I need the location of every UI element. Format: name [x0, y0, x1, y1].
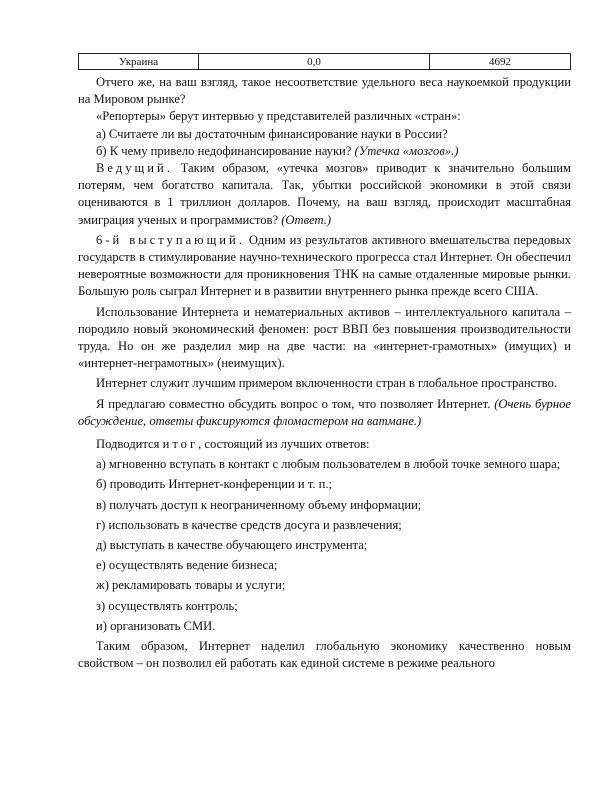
speaker-6: 6-й выступающий.: [96, 232, 245, 247]
list-item: з) осуществлять контроль;: [96, 598, 238, 613]
summary-a: Подводится: [96, 437, 163, 452]
question-b-answer: (Утечка «мозгов».): [354, 143, 459, 158]
discussion-text: Я предлагаю совместно обсудить вопрос о том, что позволяет Интернет.: [96, 396, 495, 411]
paragraph-question-b: [78, 143, 571, 160]
summary-b: , состоящий из лучших ответов:: [198, 437, 370, 452]
host-answer: (Ответ.): [281, 212, 332, 227]
list-item: д) выступать в качестве обучающего инструмента;: [96, 538, 368, 553]
table-cell-value2: 4692: [430, 54, 571, 70]
paragraph-speaker-6: [78, 232, 571, 301]
host-text: Таким образом, «утечка мозгов» приводит к значительно большим потерям, чем богатство капитала. Так, убытки российской экономики в этой связи оцениваются в 1 триллион долларов. Почему, на ваш взгляд, происходит масштабная эмиграция ученых и программистов?: [78, 161, 571, 227]
list-item: в) получать доступ к неограниченному объему информации;: [96, 497, 422, 512]
paragraph-host: [78, 160, 571, 229]
list-item: г) использовать в качестве средств досуга и развлечения;: [96, 517, 402, 532]
paragraph-internet-usage: Использование Интернета и нематериальных активов – интеллектуального капитала – породило новый экономический феномен: рост ВВП без повышения производительности труда. Но он же разделил мир на две части: на «интернет-грамотных» (имущих) и «интернет-неграмотных» (неимущих).: [78, 304, 571, 371]
question-b-text: б) К чему привело недофинансирование науки?: [96, 143, 355, 158]
paragraph-question-a: а) Считаете ли вы достаточным финансирование науки в России?: [96, 126, 448, 141]
list-item: б) проводить Интернет-конференции и т. п.;: [96, 477, 333, 492]
speaker-host: Ведущий.: [96, 161, 173, 176]
list-item: е) осуществлять ведение бизнеса;: [96, 558, 278, 573]
paragraph-internet-example: Интернет служит лучшим примером включенности стран в глобальное пространство.: [96, 376, 558, 391]
data-table: [78, 53, 571, 70]
paragraph-discussion: [78, 396, 571, 430]
paragraph-reporters: «Репортеры» берут интервью у представителей различных «стран»:: [96, 109, 461, 124]
speaker-6-text: Одним из результатов активного вмешательства передовых государств в стимулирование научно-технического прогресса стал Интернет. Он обеспечил невероятные возможности для проникновения ТНК на самые отдаленные мировые рынки. Большую роль сыграл Интернет и в развитии внутреннего рынка прежде всего США.: [78, 232, 571, 299]
table-cell-value1: 0,0: [199, 54, 430, 70]
list-item: ж) рекламировать товары и услуги;: [96, 578, 286, 593]
body-text: [78, 74, 571, 673]
table-row: [79, 54, 571, 70]
list-item: и) организовать СМИ.: [96, 618, 216, 633]
paragraph-summary: [78, 436, 571, 453]
discussion-note: (Очень бурное обсуждение, ответы фиксируются фломастером на ватмане.): [78, 396, 571, 428]
summary-spaced: итог: [162, 437, 199, 452]
list-item: а) мгновенно вступать в контакт с любым пользователем в любой точке земного шара;: [96, 457, 561, 472]
paragraph-conclusion: Таким образом, Интернет наделил глобальную экономику качественно новым свойством – он позволил ей работать как единой системе в режиме реального: [78, 639, 571, 671]
paragraph-question: Отчего же, на ваш взгляд, такое несоответствие удельного веса наукоемкой продукции на Мировом рынке?: [78, 75, 571, 107]
table-cell-country: Украина: [79, 54, 199, 70]
